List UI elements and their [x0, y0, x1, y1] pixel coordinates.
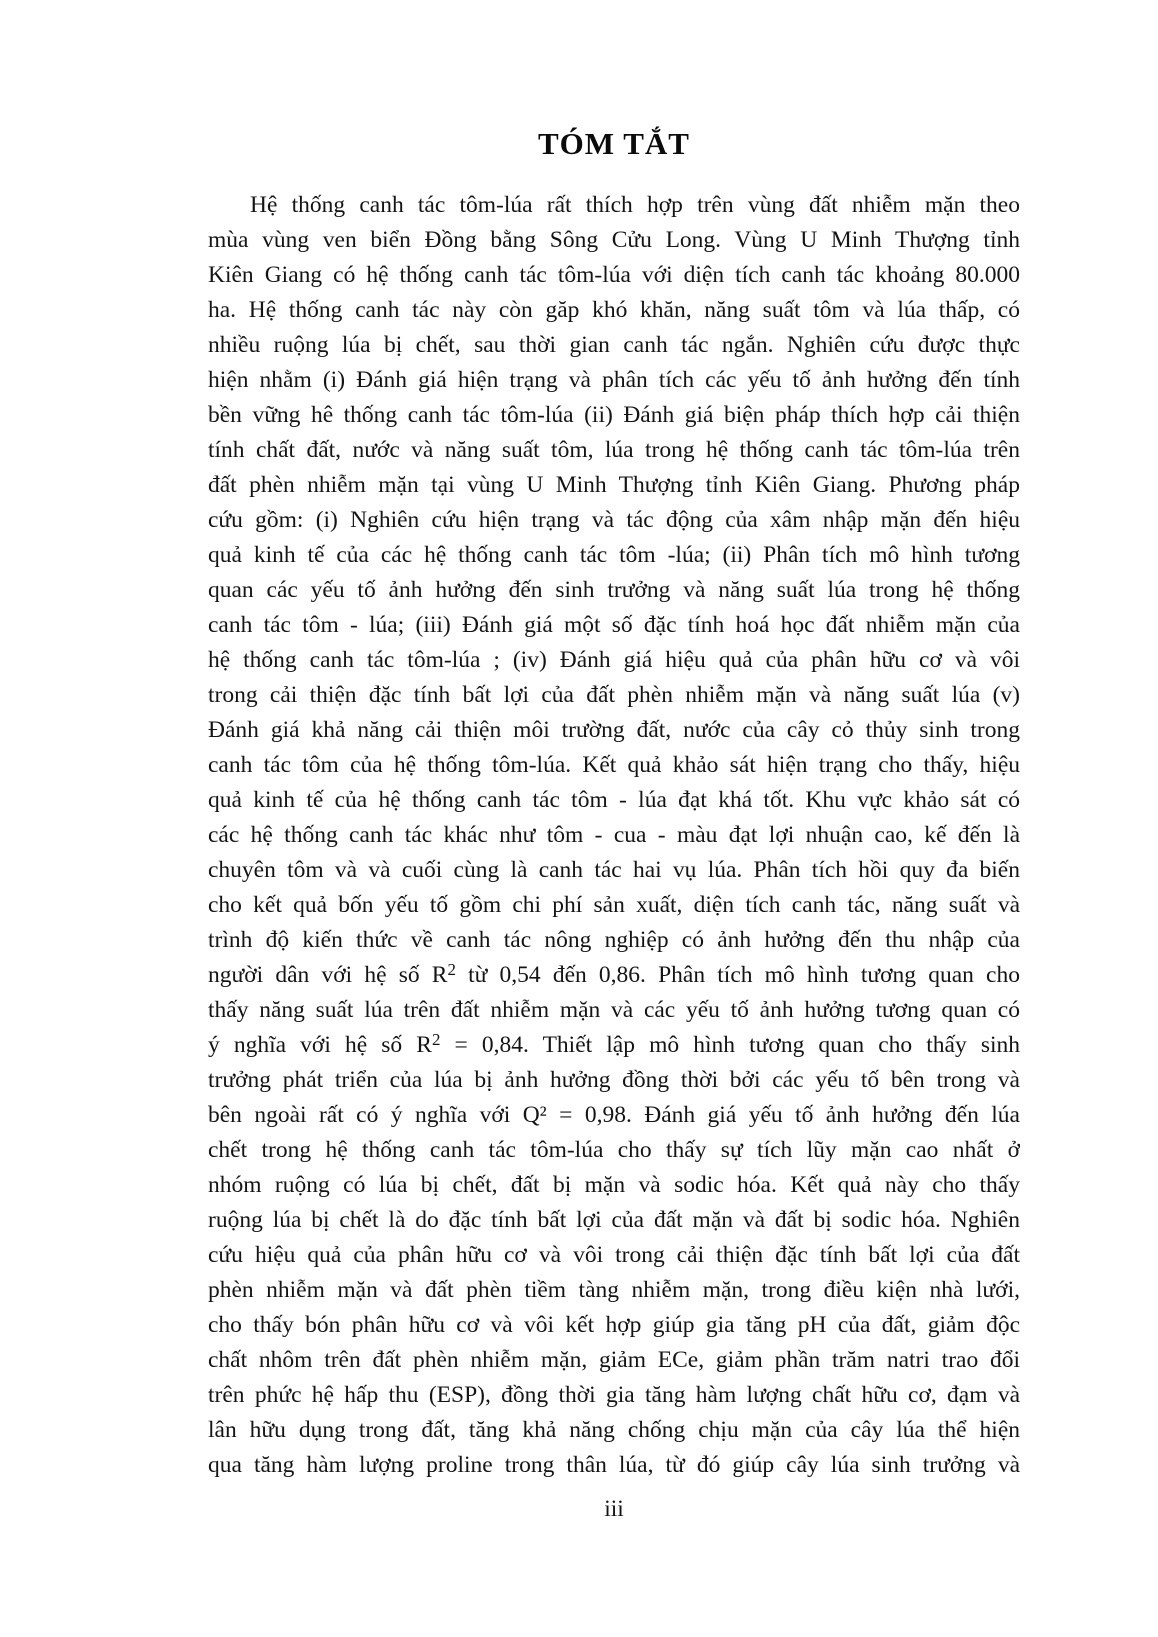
- abstract-line: trên phức hệ hấp thu (ESP), đồng thời gia tăng hàm lượng chất hữu cơ, đạm và: [208, 1382, 1020, 1408]
- abstract-line: ý nghĩa với hệ số $R^2 = 0,84$. Thiết lập mô hình tương quan cho thấy sinh: [208, 1030, 1020, 1058]
- abstract-line: nhóm ruộng có lúa bị chết, đất bị mặn và sodic hóa. Kết quả này cho thấy: [208, 1172, 1020, 1198]
- abstract-line: cho thấy bón phân hữu cơ và vôi kết hợp giúp gia tăng pH của đất, giảm độc: [208, 1312, 1020, 1338]
- abstract-line: cho kết quả bốn yếu tố gồm chi phí sản xuất, diện tích canh tác, năng suất và: [208, 892, 1020, 918]
- abstract-line: chuyên tôm và và cuối cùng là canh tác hai vụ lúa. Phân tích hồi quy đa biến: [208, 857, 1020, 883]
- abstract-line: quan các yếu tố ảnh hưởng đến sinh trưởng và năng suất lúa trong hệ thống: [208, 577, 1020, 603]
- abstract-line: Hệ thống canh tác tôm-lúa rất thích hợp trên vùng đất nhiễm mặn theo: [250, 192, 1020, 218]
- abstract-line: Kiên Giang có hệ thống canh tác tôm-lúa với diện tích canh tác khoảng 80.000: [208, 262, 1020, 288]
- abstract-line: các hệ thống canh tác khác như tôm - cua - màu đạt lợi nhuận cao, kế đến là: [208, 822, 1020, 848]
- abstract-line: quả kinh tế của hệ thống canh tác tôm - lúa đạt khá tốt. Khu vực khảo sát có: [208, 787, 1020, 813]
- abstract-line: quả kinh tế của các hệ thống canh tác tôm -lúa; (ii) Phân tích mô hình tương: [208, 542, 1020, 568]
- abstract-paragraph: [208, 188, 1020, 1483]
- abstract-line: cứu gồm: (i) Nghiên cứu hiện trạng và tác động của xâm nhập mặn đến hiệu: [208, 507, 1020, 533]
- abstract-line: nhiều ruộng lúa bị chết, sau thời gian canh tác ngắn. Nghiên cứu được thực: [208, 332, 1020, 358]
- abstract-line: trưởng phát triển của lúa bị ảnh hưởng đồng thời bởi các yếu tố bên trong và: [208, 1067, 1020, 1093]
- abstract-line: ha. Hệ thống canh tác này còn găp khó khăn, năng suất tôm và lúa thấp, có: [208, 297, 1020, 323]
- abstract-line: hiện nhằm (i) Đánh giá hiện trạng và phân tích các yếu tố ảnh hưởng đến tính: [208, 367, 1020, 393]
- abstract-line: đất phèn nhiễm mặn tại vùng U Minh Thượng tỉnh Kiên Giang. Phương pháp: [208, 472, 1020, 498]
- page-content: [208, 126, 1020, 1483]
- abstract-line: chất nhôm trên đất phèn nhiễm mặn, giảm ECe, giảm phần trăm natri trao đổi: [208, 1347, 1020, 1373]
- abstract-line: trình độ kiến thức về canh tác nông nghiệp có ảnh hưởng đến thu nhập của: [208, 927, 1020, 953]
- abstract-line: lân hữu dụng trong đất, tăng khả năng chống chịu mặn của cây lúa thể hiện: [208, 1417, 1020, 1443]
- abstract-line: người dân với hệ số $R^2$ từ 0,54 đến 0,86. Phân tích mô hình tương quan cho: [208, 960, 1020, 988]
- abstract-line: thấy năng suất lúa trên đất nhiễm mặn và các yếu tố ảnh hưởng tương quan có: [208, 997, 1020, 1023]
- abstract-line: tính chất đất, nước và năng suất tôm, lúa trong hệ thống canh tác tôm-lúa trên: [208, 437, 1020, 463]
- abstract-line: chết trong hệ thống canh tác tôm-lúa cho thấy sự tích lũy mặn cao nhất ở: [208, 1137, 1020, 1163]
- abstract-line: Đánh giá khả năng cải thiện môi trường đất, nước của cây cỏ thủy sinh trong: [208, 717, 1020, 743]
- abstract-line: qua tăng hàm lượng proline trong thân lúa, từ đó giúp cây lúa sinh trưởng và: [208, 1452, 1020, 1478]
- abstract-line: mùa vùng ven biển Đồng bằng Sông Cửu Long. Vùng U Minh Thượng tỉnh: [208, 227, 1020, 253]
- abstract-line: hệ thống canh tác tôm-lúa ; (iv) Đánh giá hiệu quả của phân hữu cơ và vôi: [208, 647, 1020, 673]
- abstract-line: canh tác tôm - lúa; (iii) Đánh giá một số đặc tính hoá học đất nhiễm mặn của: [208, 612, 1020, 638]
- page-title: TÓM TẮT: [538, 126, 690, 161]
- abstract-line: ruộng lúa bị chết là do đặc tính bất lợi của đất mặn và đất bị sodic hóa. Nghiên: [208, 1207, 1020, 1233]
- abstract-line: trong cải thiện đặc tính bất lợi của đất phèn nhiễm mặn và năng suất lúa (v): [208, 682, 1020, 708]
- abstract-line: bền vững hê thống canh tác tôm-lúa (ii) Đánh giá biện pháp thích hợp cải thiện: [208, 402, 1020, 428]
- abstract-line: phèn nhiễm mặn và đất phèn tiềm tàng nhiễm mặn, trong điều kiện nhà lưới,: [208, 1277, 1020, 1303]
- page-number: iii: [604, 1496, 624, 1522]
- abstract-line: canh tác tôm của hệ thống tôm-lúa. Kết quả khảo sát hiện trạng cho thấy, hiệu: [208, 752, 1020, 778]
- abstract-line: bên ngoài rất có ý nghĩa với Q² = 0,98. Đánh giá yếu tố ảnh hưởng đến lúa: [208, 1102, 1020, 1128]
- abstract-line: cứu hiệu quả của phân hữu cơ và vôi trong cải thiện đặc tính bất lợi của đất: [208, 1242, 1020, 1268]
